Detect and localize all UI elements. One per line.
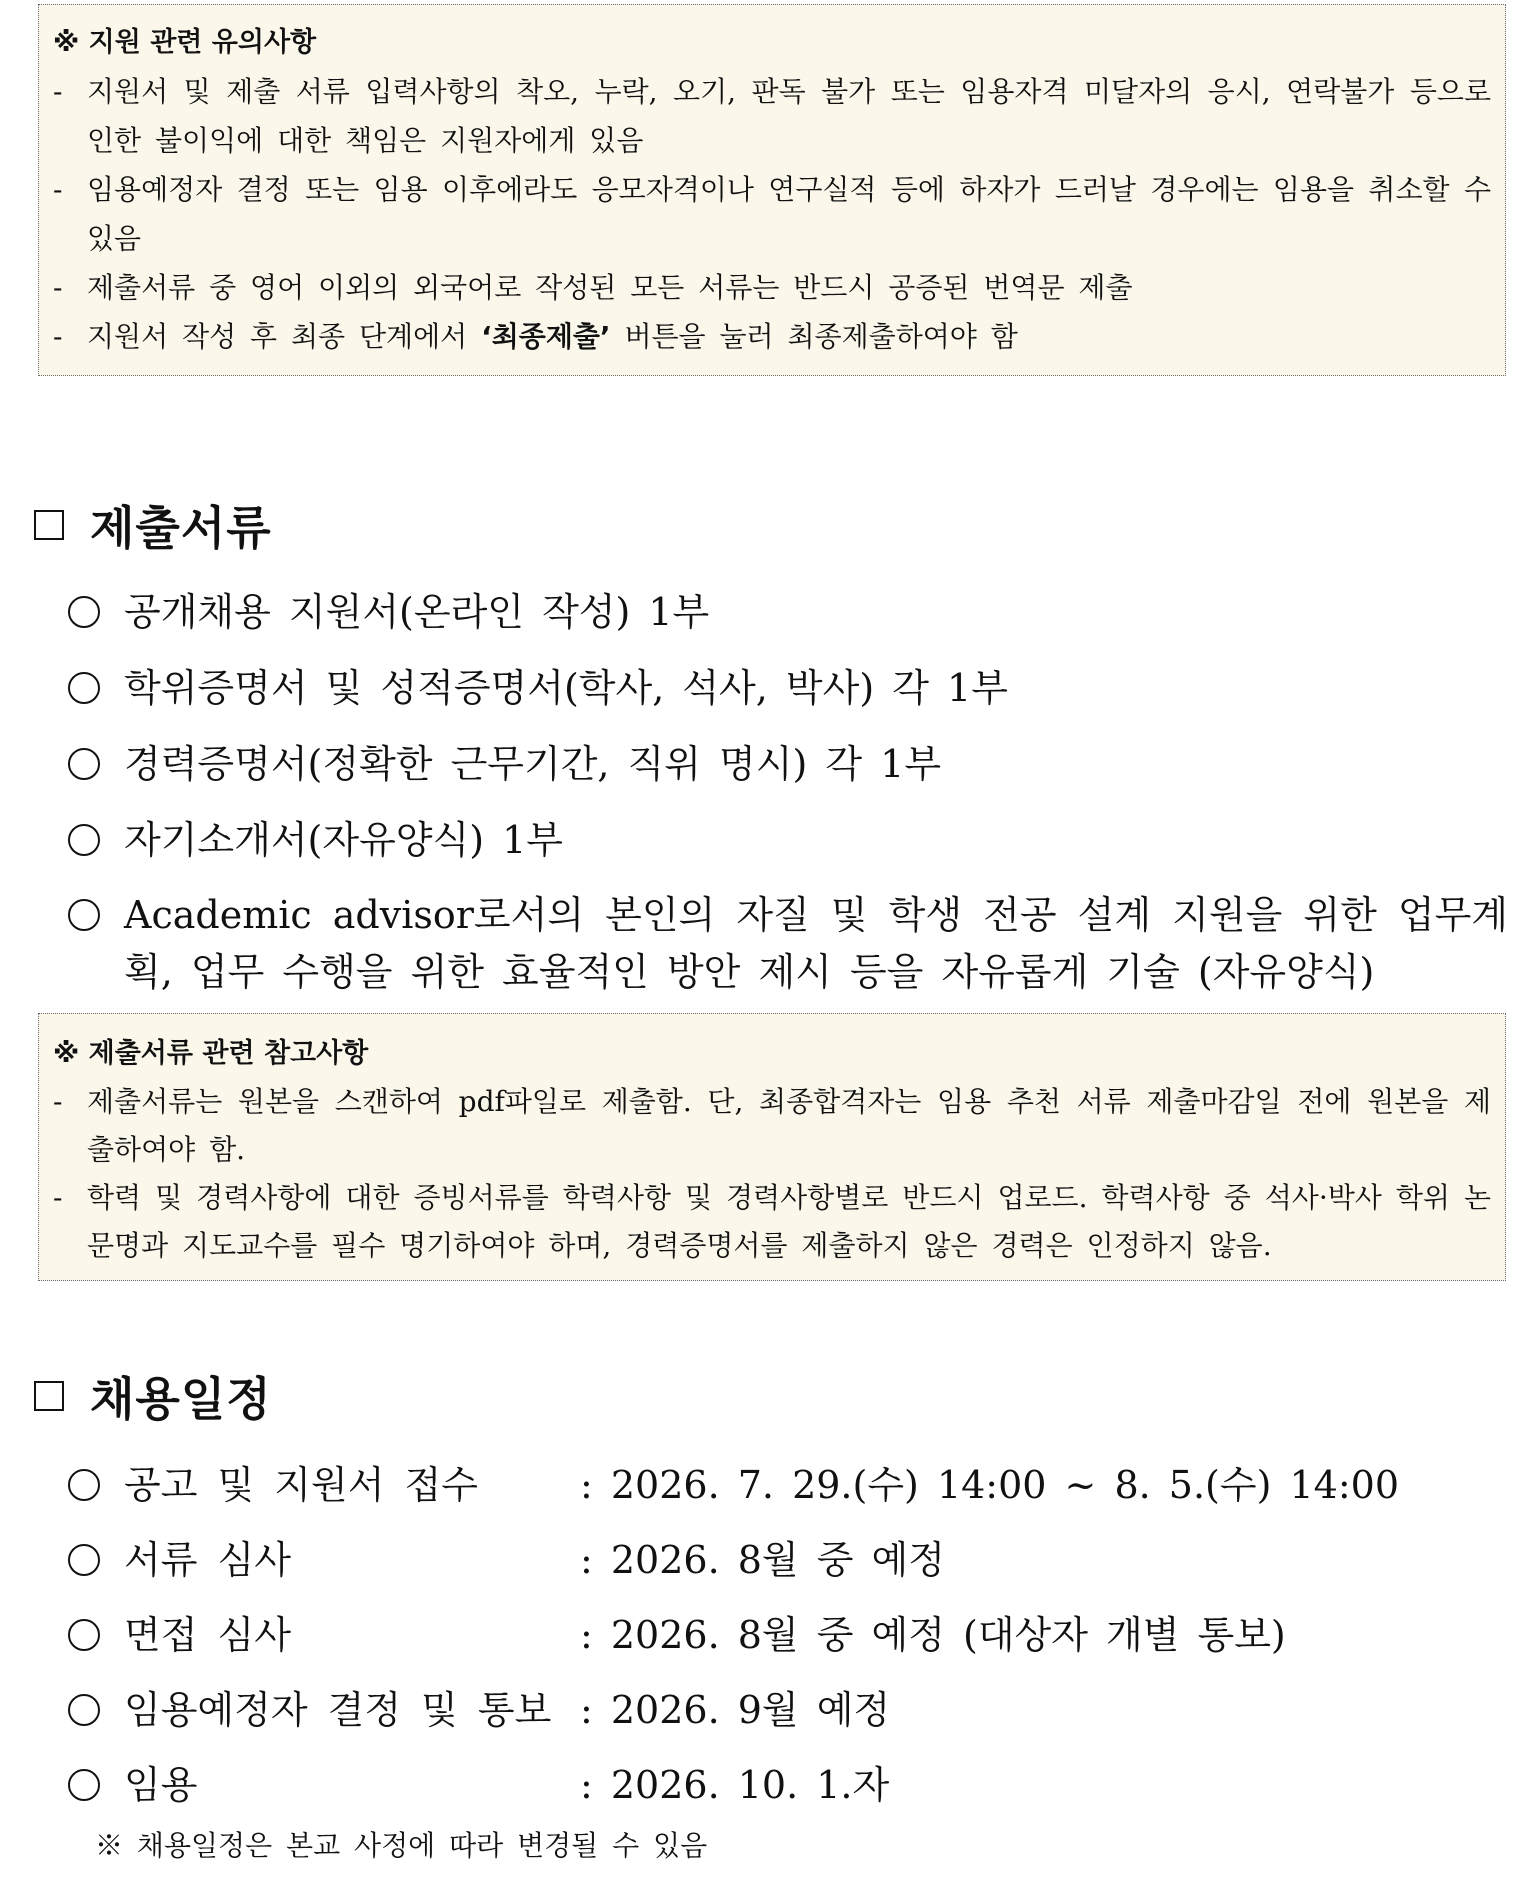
- notice-list-item: [53, 1078, 1491, 1174]
- dash-bullet: -: [53, 75, 63, 108]
- schedule-row-value: : 2026. 8월 중 예정 (대상자 개별 통보): [580, 1613, 1286, 1657]
- circle-bullet-icon: [68, 1769, 100, 1801]
- circle-bullet-icon: [68, 1544, 100, 1576]
- schedule-row: [68, 1610, 1508, 1660]
- notice-item-text: 학력 및 경력사항에 대한 증빙서류를 학력사항 및 경력사항별로 반드시 업로드. 학력사항 중 석사·박사 학위 논문명과 지도교수를 필수 명기하여야 하며, 경력증명서를 제출하지 않은 경력은 인정하지 않음.: [87, 1181, 1491, 1262]
- schedule-row: [68, 1760, 1508, 1810]
- circle-bullet-icon: [68, 1694, 100, 1726]
- notice-list-item: [53, 263, 1491, 312]
- circle-bullet-icon: [68, 1619, 100, 1651]
- circle-bullet-icon: [68, 1469, 100, 1501]
- schedule-row-label: 공고 및 지원서 접수: [124, 1463, 478, 1507]
- schedule-row: [68, 1685, 1508, 1735]
- dash-bullet: -: [53, 320, 63, 353]
- final-submit-text-after: 버튼을 눌러 최종제출하여야 함: [610, 320, 1018, 353]
- schedule-section-title: 채용일정: [90, 1372, 272, 1426]
- documents-section-title: 제출서류: [90, 501, 272, 555]
- notice-item-text: 임용예정자 결정 또는 임용 이후에라도 응모자격이나 연구실적 등에 하자가 드러날 경우에는 임용을 취소할 수 있음: [87, 173, 1491, 255]
- schedule-row-label: 서류 심사: [124, 1538, 291, 1582]
- circle-bullet-icon: [68, 748, 100, 780]
- application-notice-box: [38, 4, 1506, 376]
- document-item: [68, 887, 1508, 1001]
- square-bullet-icon: [34, 1381, 64, 1411]
- schedule-row-value: : 2026. 7. 29.(수) 14:00 ~ 8. 5.(수) 14:00: [580, 1463, 1399, 1507]
- square-bullet-icon: [34, 510, 64, 540]
- circle-bullet-icon: [68, 824, 100, 856]
- schedule-row-label: 임용: [124, 1763, 198, 1807]
- notice-list-item: [53, 67, 1491, 165]
- dash-bullet: -: [53, 1085, 63, 1118]
- dash-bullet: -: [53, 271, 63, 304]
- notice-item-text: 지원서 및 제출 서류 입력사항의 착오, 누락, 오기, 판독 불가 또는 임용자격 미달자의 응시, 연락불가 등으로 인한 불이익에 대한 책임은 지원자에게 있음: [87, 75, 1491, 157]
- document-item-text: 공개채용 지원서(온라인 작성) 1부: [124, 590, 710, 634]
- document-item: [68, 587, 1508, 637]
- dash-bullet: -: [53, 1181, 63, 1214]
- notice-list-item: [53, 1174, 1491, 1270]
- document-item: [68, 663, 1508, 713]
- schedule-row-value: : 2026. 10. 1.자: [580, 1763, 890, 1807]
- schedule-row-value: : 2026. 9월 예정: [580, 1688, 891, 1732]
- document-item: [68, 739, 1508, 789]
- notice-item-text: 제출서류 중 영어 이외의 외국어로 작성된 모든 서류는 반드시 공증된 번역문 제출: [87, 271, 1133, 304]
- schedule-section-header: [34, 1366, 272, 1426]
- schedule-footnote: ※ 채용일정은 본교 사정에 따라 변경될 수 있음: [95, 1829, 708, 1862]
- schedule-row: [68, 1460, 1508, 1510]
- schedule-row-label: 임용예정자 결정 및 통보: [124, 1688, 552, 1732]
- circle-bullet-icon: [68, 899, 100, 931]
- documents-section-header: [34, 495, 272, 555]
- notice-list-item: [53, 165, 1491, 263]
- document-item-text: 경력증명서(정확한 근무기간, 직위 명시) 각 1부: [124, 742, 942, 786]
- notice-item-text: 제출서류는 원본을 스캔하여 pdf파일로 제출함. 단, 최종합격자는 임용 추천 서류 제출마감일 전에 원본을 제출하여야 함.: [87, 1085, 1491, 1166]
- circle-bullet-icon: [68, 672, 100, 704]
- document-item-text: Academic advisor로서의 본인의 자질 및 학생 전공 설계 지원을 위한 업무계획, 업무 수행을 위한 효율적인 방안 제시 등을 자유롭게 기술 (자유양식): [124, 893, 1508, 994]
- document-item-text: 학위증명서 및 성적증명서(학사, 석사, 박사) 각 1부: [124, 666, 1008, 710]
- schedule-row-label: 면접 심사: [124, 1613, 291, 1657]
- documents-notice-title: ※ 제출서류 관련 참고사항: [53, 1038, 369, 1069]
- schedule-row-value: : 2026. 8월 중 예정: [580, 1538, 945, 1582]
- dash-bullet: -: [53, 173, 63, 206]
- final-submit-text-before: 지원서 작성 후 최종 단계에서: [87, 320, 482, 353]
- circle-bullet-icon: [68, 596, 100, 628]
- notice-list-item: [53, 312, 1491, 361]
- document-item: [68, 815, 1508, 865]
- document-item-text: 자기소개서(자유양식) 1부: [124, 818, 563, 862]
- notice-item-final-submit: [87, 312, 1491, 361]
- application-notice-title: ※ 지원 관련 유의사항: [53, 27, 317, 58]
- documents-notice-box: [38, 1013, 1506, 1281]
- schedule-row: [68, 1535, 1508, 1585]
- final-submit-emphasis: ‘최종제출’: [481, 320, 611, 353]
